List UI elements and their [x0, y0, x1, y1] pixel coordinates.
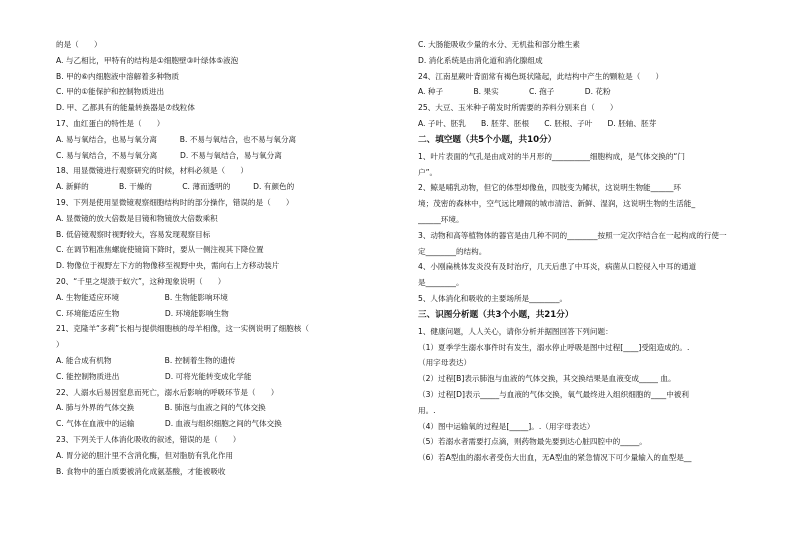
question-22: 22、人溺水后易因窒息而死亡，溺水后影响的呼吸环节是（ ）: [56, 387, 279, 397]
text-line: 境；茂密的森林中，空气远比嘈闹的城市清洁、新鲜、湿润，这说明生物的生活能_: [418, 199, 696, 209]
text-line: （用字母表达）: [418, 358, 472, 368]
text-line: A. 种子 B. 果实 C. 孢子 D. 花粉: [418, 87, 611, 97]
text-line: 户”。: [418, 167, 438, 177]
text-line: ）: [56, 340, 64, 350]
question-17: 17、血红蛋白的特性是（ ）: [56, 118, 165, 128]
question-25: 25、大豆、玉米种子萌发时所需要的养料分别来自（ ）: [418, 103, 618, 113]
text-line: （3）过程[D]表示_____与血液的气体交换，氧气最终进入组织细胞的____中被利: [418, 389, 689, 399]
question-21: 21、克隆羊“多莉”长相与提供细胞核的母羊相像，这一实例说明了细胞核（: [56, 324, 309, 334]
question-24: 24、江南星蕨叶背面常有褐色斑状隆起，此结构中产生的颗粒是（ ）: [418, 71, 664, 81]
left-column: [56, 40, 426, 482]
diagram-question-1: 1、健康问题，人人关心，请你分析并据图回答下列问题：: [418, 326, 613, 336]
text-line: C. 易与氧结合，不易与氧分离 D. 不易与氧结合，易与氧分离: [56, 150, 282, 160]
text-line: C. 能控制物质进出 D. 可将光能转变成化学能: [56, 371, 252, 381]
question-19: 19、下列是使用显微镜观察细胞结构时的部分操作，错误的是（ ）: [56, 197, 294, 207]
fill-question-5: 5、人体消化和吸收的主要场所是________。: [418, 293, 568, 303]
text-line: D. 甲、乙都具有的能量转换器是⑦线粒体: [56, 103, 195, 113]
text-line: 的是（ ）: [56, 40, 102, 49]
text-line: （1）夏季学生溺水事件时有发生，溺水停止呼吸是图中过程[____]受阻造成的。.: [418, 342, 690, 352]
right-column: [418, 40, 786, 469]
text-line: B. 食物中的蛋白质要被消化成氨基酸，才能被吸收: [56, 466, 226, 476]
text-line: （4）图中运输氧的过程是[_____]。.（用字母表达）: [418, 421, 595, 431]
fill-question-2: 2、鲸是哺乳动物，但它的体型却像鱼，四肢变为鳍状，这说明生物能______环: [418, 183, 682, 193]
text-line: D. 消化系统是由消化道和消化腺组成: [418, 55, 543, 65]
text-line: C. 环境能适应生物 D. 环境能影响生物: [56, 308, 229, 318]
text-line: C. 气体在血液中的运输 D. 血液与组织细胞之间的气体交换: [56, 419, 282, 429]
fill-question-4: 4、小刚扁桃体发炎没有及时治疗，几天后患了中耳炎，病菌从口腔侵入中耳的通道: [418, 262, 697, 272]
section-heading-diagram: 三、识图分析题（共3个小题，共21分）: [418, 309, 574, 320]
text-line: A. 与乙相比，甲特有的结构是①细胞壁③叶绿体⑤液泡: [56, 55, 239, 65]
text-line: C. 甲的①能保护和控制物质进出: [56, 87, 165, 97]
text-line: （5）若溺水者需要打点滴，则药物最先要到达心脏四腔中的_____。: [418, 437, 647, 447]
text-line: A. 易与氧结合，也易与氧分离 B. 不易与氧结合，也不易与氧分离: [56, 134, 297, 144]
text-line: C. 大肠能吸收少量的水分、无机盐和部分维生素: [418, 40, 581, 49]
question-23: 23、下列关于人体消化吸收的叙述，错误的是（ ）: [56, 434, 241, 444]
text-line: 定________的结构。: [418, 246, 487, 256]
section-heading-fill-in: 二、填空题（共5个小题，共10分）: [418, 134, 557, 145]
text-line: D. 物像位于视野左下方的物像移至视野中央，需向右上方移动装片: [56, 261, 280, 271]
text-line: A. 能合成有机物 B. 控制着生物的遗传: [56, 355, 236, 365]
question-18: 18、用显微镜进行观察研究的时候，材料必须是（ ）: [56, 166, 248, 176]
text-line: 用。.: [418, 405, 436, 415]
text-line: A. 胃分泌的胆汁里不含消化酶，但对脂肪有乳化作用: [56, 450, 233, 460]
text-line: 是________。: [418, 278, 464, 288]
text-line: C. 在调节粗准焦螺旋使镜筒下降时，要从一侧注视其下降位置: [56, 245, 264, 255]
text-line: （2）过程[B]表示肺泡与血液的气体交换，其交换结果是血液变成_____ 血。: [418, 374, 676, 384]
text-line: A. 生物能适应环境 B. 生物能影响环境: [56, 292, 228, 302]
fill-question-3: 3、动物和高等植物体的器官是由几种不同的________按照一定次序结合在一起构成的行使一: [418, 230, 727, 240]
text-line: （6）若A型血的溺水者受伤大出血，无A型血的紧急情况下可少量输入的血型是__: [418, 453, 692, 463]
question-20: 20、“千里之堤溃于蚁穴”，这种现象说明（ ）: [56, 276, 226, 286]
text-line: B. 甲的⑥内细胞液中溶解着多种物质: [56, 71, 180, 81]
text-line: A. 子叶、胚乳 B. 胚芽、胚根 C. 胚根、子叶 D. 胚轴、胚芽: [418, 118, 657, 128]
text-line: A. 显微镜的放大倍数是目镜和物镜放大倍数乘积: [56, 213, 218, 223]
fill-question-1: 1、叶片表面的气孔是由成对的半月形的__________细胞构成，是气体交换的“门: [418, 151, 685, 161]
text-line: A. 肺与外界的气体交换 B. 肺泡与血液之间的气体交换: [56, 403, 266, 413]
text-line: ______环境。: [418, 214, 464, 224]
text-line: B. 低倍镜观察时视野较大，容易发现观察目标: [56, 229, 211, 239]
text-line: A. 新鲜的 B. 干燥的 C. 薄而透明的 D. 有颜色的: [56, 182, 295, 192]
